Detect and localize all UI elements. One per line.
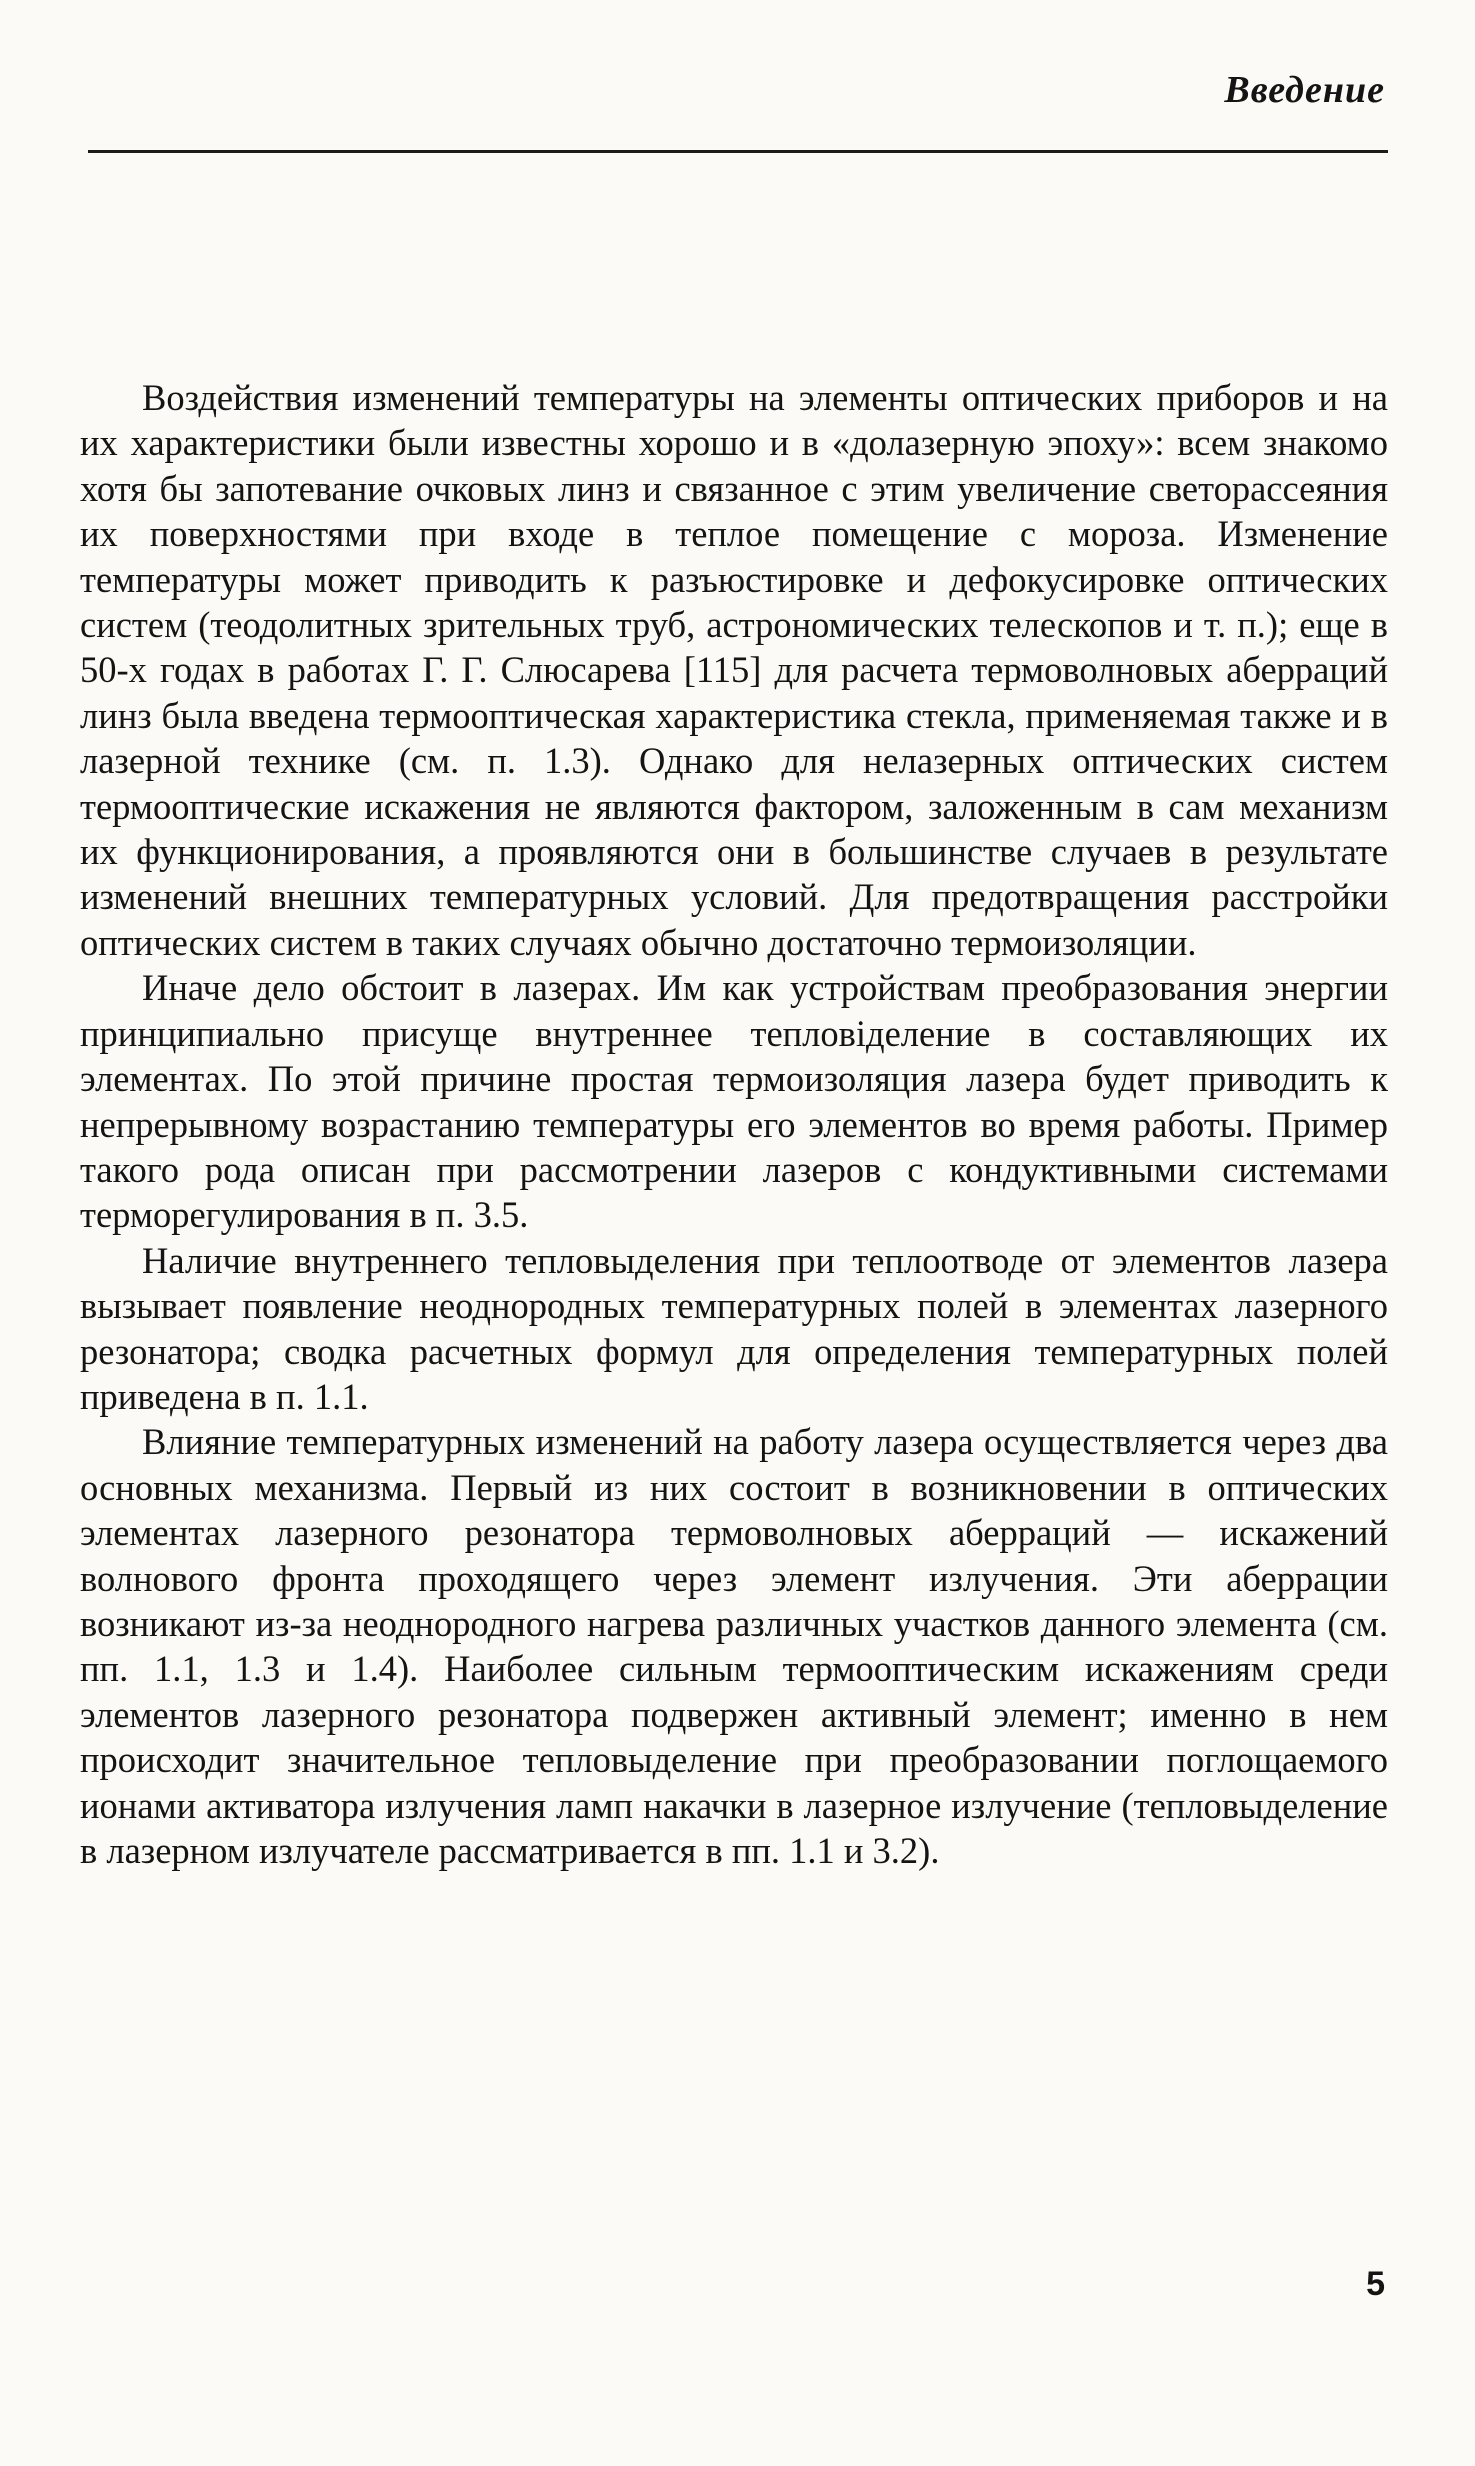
header-rule [88,150,1388,153]
paragraph: Иначе дело обстоит в лазерах. Им как устройствам преобразования энергии принципиально присуще внутреннее тепловіделение в составляющих их элементах. По этой причине простая термоизоляция лазера будет приводить к непрерывному возрастанию температуры его элементов во время работы. Пример такого рода описан при рассмотрении лазеров с кондуктивными системами терморегулирования в п. 3.5. [80,967,1388,1236]
paragraph: Влияние температурных изменений на работу лазера осуществляется через два основных механизма. Первый из них состоит в возникновении в оптических элементах лазерного резонатора термоволновых аберраций — искажений волнового фронта проходящего через элемент излучения. Эти аберрации возникают из-за неоднородного нагрева различных участков данного элемента (см. пп. 1.1, 1.3 и 1.4). Наиболее сильным термооптическим искажениям среди элементов лазерного резонатора подвержен активный элемент; именно в нем происходит значительное тепловыделение при преобразовании поглощаемого ионами активатора излучения ламп накачки в лазерное излучение (тепловыделение в лазерном излучателе рассматривается в пп. 1.1 и 3.2). [80,1421,1388,1871]
running-head: Введение [1224,69,1385,111]
body-text [80,375,1388,1873]
paragraph: Воздействия изменений температуры на элементы оптических приборов и на их характеристики были известны хорошо и в «долазерную эпоху»: всем знакомо хотя бы запотевание очковых линз и связанное с этим увеличение светорассеяния их поверхностями при входе в теплое помещение с мороза. Изменение температуры может приводить к разъюстировке и дефокусировке оптических систем (теодолитных зрительных труб, астрономических телескопов и т. п.); еще в 50-х годах в работах Г. Г. Слюсарева [115] для расчета термоволновых аберраций линз была введена термооптическая характеристика стекла, применяемая также и в лазерной технике (см. п. 1.3). Однако для нелазерных оптических систем термооптические искажения не являются фактором, заложенным в сам механизм их функционирования, а проявляются они в большинстве случаев в результате изменений внешних температурных условий. Для предотвращения расстройки оптических систем в таких случаях обычно достаточно термоизоляции. [80,377,1388,963]
page-number: 5 [1366,2265,1385,2303]
paragraph: Наличие внутреннего тепловыделения при теплоотводе от элементов лазера вызывает появление неоднородных температурных полей в элементах лазерного резонатора; сводка расчетных формул для определения температурных полей приведена в п. 1.1. [80,1239,1388,1417]
